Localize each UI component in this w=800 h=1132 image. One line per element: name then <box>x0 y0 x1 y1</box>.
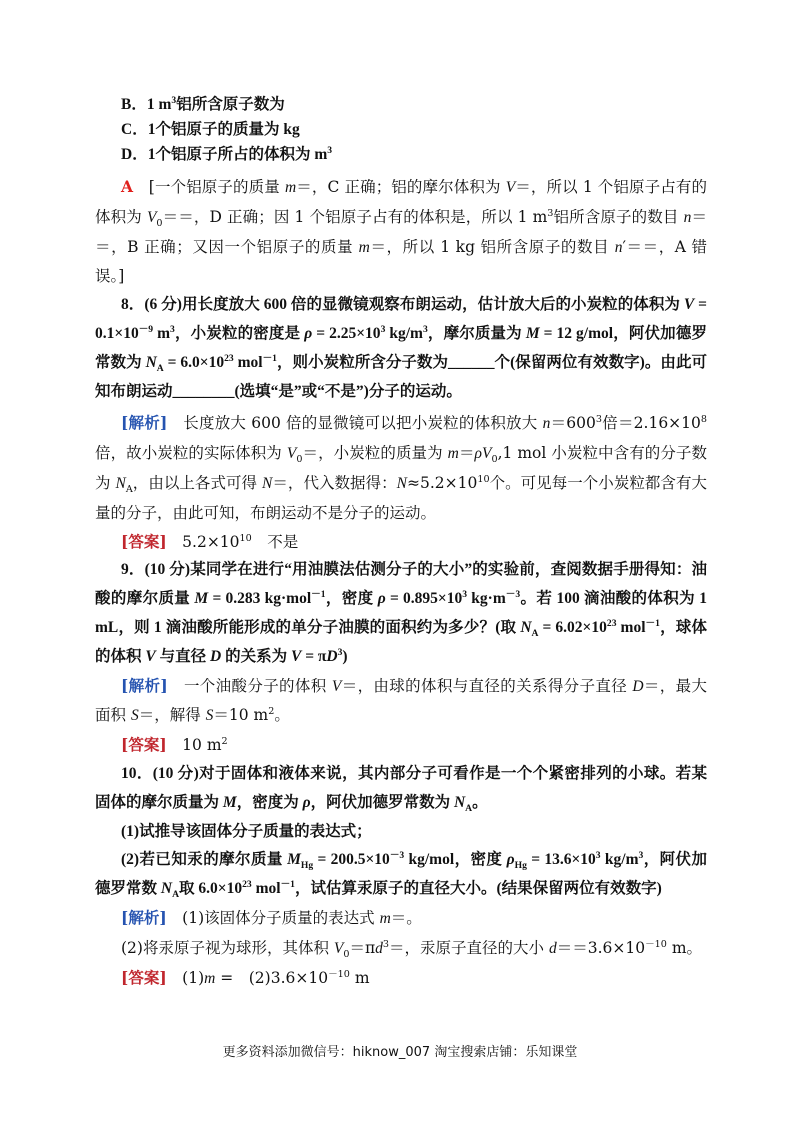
superscript: 3 <box>422 323 428 335</box>
math-variable: ρ <box>302 793 311 811</box>
math-variable: N <box>396 474 407 492</box>
math-variable: d <box>375 939 383 957</box>
math-variable: N <box>262 474 273 492</box>
question-10-answer <box>95 964 707 994</box>
text-run: = 13.6×10 <box>526 851 596 869</box>
math-variable: ρ <box>506 851 515 869</box>
text-run: ＝，所以 1 kg 铝所含原子的数目 <box>369 237 615 256</box>
text-run: ＝。 <box>390 908 422 927</box>
question-10-part-1 <box>95 818 707 847</box>
question-9-answer <box>95 731 707 760</box>
text-run: kg/m <box>600 851 639 869</box>
subscript: A <box>531 628 539 640</box>
math-variable: S <box>205 707 214 725</box>
text-run: D．1个铝原子所占的体积为 m <box>121 146 328 163</box>
superscript: 3 <box>170 323 175 335</box>
superscript: －1 <box>280 878 295 890</box>
question-7-option-c <box>95 117 707 142</box>
text-run: ＝，所以 1 个铝原子占有的体积为 <box>95 178 707 226</box>
superscript: 3 <box>595 414 603 426</box>
text-run: 与直径 <box>155 647 210 665</box>
text-run: (1) <box>166 968 205 987</box>
text-run: 。 <box>274 706 290 725</box>
text-run: [一个铝原子的质量 <box>133 178 285 196</box>
math-variable: N <box>145 353 157 371</box>
question-8-answer <box>95 528 707 557</box>
math-variable: m <box>204 969 216 987</box>
text-run: = (2)3.6×10 <box>215 968 329 987</box>
text-run: ＝＝，D 正确；因 1 个铝原子占有的体积是，所以 1 m <box>162 207 548 226</box>
text-run: ＝π <box>349 938 376 957</box>
superscript: 8 <box>700 414 707 426</box>
text-run: ,1 mol 小炭粒中含有的分子数为 <box>95 444 707 492</box>
text-run: ，球体的体积 <box>95 618 707 665</box>
question-8-analysis <box>95 409 707 527</box>
superscript: 10 <box>477 473 490 485</box>
text-run: = π <box>301 647 327 665</box>
superscript: －3 <box>505 589 521 600</box>
superscript: 23 <box>224 352 234 364</box>
superscript: 3 <box>638 850 644 862</box>
text-run: ，则小炭粒所含分子数为______个(保留两位有效数字)。由此可知布朗运动________(选填“是”或“不是”)分子的运动。 <box>95 353 707 400</box>
subscript: A <box>172 889 180 901</box>
math-variable: D <box>326 647 338 665</box>
text-run: 9．(10 分)某同学在进行“用油膜法估测分子的大小”的实验前，查阅数据手册得知：油酸的摩尔质量 <box>95 561 707 608</box>
text-run: ，由以上各式可得 <box>132 473 263 492</box>
text-run: 不是 <box>251 532 299 551</box>
question-9-analysis <box>95 672 707 732</box>
superscript: 23 <box>606 617 617 629</box>
superscript: －1 <box>645 617 660 629</box>
text-run: 铝所含原子的数目 <box>553 207 684 226</box>
text-run: ＝ <box>458 444 475 463</box>
math-variable: V <box>290 647 302 665</box>
text-run: 。 <box>472 793 488 811</box>
text-run: ) <box>342 647 348 665</box>
math-variable: M <box>194 590 209 608</box>
text-run: ，摩尔质量为 <box>427 324 526 342</box>
text-run: ＝，小炭粒的质量为 <box>302 444 448 463</box>
math-variable: n <box>614 238 623 256</box>
math-variable: S <box>130 707 139 725</box>
text-run: 铝所含原子数为 <box>176 96 285 113</box>
text-run: kg·m <box>467 590 506 608</box>
text-run: ，试估算汞原子的直径大小。(结果保留两位有效数字) <box>294 880 662 898</box>
text-run: mol <box>233 353 263 371</box>
subscript: 0 <box>156 217 163 229</box>
text-run: 10 m <box>166 736 222 755</box>
text-run: = 200.5×10 <box>313 851 390 869</box>
text-run: ＝＝3.6×10 <box>556 938 646 957</box>
math-variable: m <box>447 445 459 463</box>
text-run: m <box>349 968 370 987</box>
math-variable: N <box>453 793 466 811</box>
text-run: 一个油酸分子的体积 <box>167 676 332 695</box>
text-run: kg/m <box>385 324 423 342</box>
text-run: ＝，由球的体积与直径的关系得分子直径 <box>341 676 633 695</box>
text-run: (2)若已知汞的摩尔质量 <box>121 851 288 869</box>
text-run: ，阿伏加德罗常数 <box>95 851 707 898</box>
superscript: －1 <box>262 352 277 364</box>
math-variable: m <box>379 909 391 927</box>
math-variable: N <box>160 880 173 898</box>
question-7-option-d <box>95 142 707 167</box>
text-run: m。 <box>666 938 703 957</box>
text-run: ＝，最大面积 <box>95 676 707 725</box>
text-run: (1)试推导该固体分子质量的表达式； <box>121 822 372 840</box>
text-run: B．1 m <box>121 96 172 113</box>
question-7-solution <box>95 173 707 291</box>
question-8-text <box>95 291 707 406</box>
text-run: (1)该固体分子质量的表达式 <box>166 908 380 927</box>
text-run: = 0.895×10 <box>385 590 463 608</box>
subscript: 0 <box>296 454 303 466</box>
text-run: C．1个铝原子的质量为 kg <box>121 121 300 138</box>
answer-choice-label: A <box>121 177 134 196</box>
superscript: 2 <box>268 706 275 718</box>
math-variable: m <box>284 179 297 196</box>
math-variable: ρ <box>377 590 386 608</box>
superscript: 10 <box>239 532 252 544</box>
math-variable: V <box>333 939 344 957</box>
analysis-label: [解析] <box>121 675 168 695</box>
superscript: 3 <box>327 144 333 156</box>
text-run: 的关系为 <box>221 647 291 665</box>
subscript: 0 <box>343 948 350 960</box>
text-run: = 2.25×10 <box>312 324 381 342</box>
text-run: ＝，汞原子直径的大小 <box>389 938 549 957</box>
math-variable: n <box>542 415 551 433</box>
text-run: ＝10 m <box>213 706 269 725</box>
text-run: = 6.02×10 <box>538 618 607 636</box>
superscript: －3 <box>389 850 405 862</box>
superscript: －10 <box>645 938 667 950</box>
math-variable: M <box>222 793 237 811</box>
math-variable: N <box>115 474 126 492</box>
answer-label: [答案] <box>121 967 167 987</box>
analysis-label: [解析] <box>121 413 168 433</box>
text-run: 倍＝2.16×10 <box>602 414 701 433</box>
subscript: A <box>465 802 473 814</box>
superscript: －10 <box>328 968 350 980</box>
answer-label: [答案] <box>121 735 167 755</box>
math-variable: V <box>505 179 516 196</box>
text-run: ＝，解得 <box>138 706 206 725</box>
text-run: (2)将汞原子视为球形，其体积 <box>121 938 334 957</box>
text-run: 10．(10 分)对于固体和液体来说，其内部分子可看作是一个个紧密排列的小球。若某固体的摩尔质量为 <box>95 764 707 811</box>
document-body <box>95 92 707 993</box>
math-variable: D <box>632 677 644 695</box>
superscript: －9 <box>138 323 154 335</box>
page-footer: 更多资料添加微信号：hiknow_007 淘宝搜索店铺：乐知课堂 <box>222 1045 578 1060</box>
text-run: = 6.0×10 <box>163 353 225 371</box>
answer-label: [答案] <box>121 531 167 551</box>
subscript: Hg <box>300 860 314 872</box>
text-run: kg/mol，密度 <box>404 851 507 869</box>
text-run: mol <box>616 618 646 636</box>
text-run: 8．(6 分)用长度放大 600 倍的显微镜观察布朗运动，估计放大后的小炭粒的体积为 <box>121 296 684 314</box>
text-run: ＝，C 正确；铝的摩尔体积为 <box>296 178 506 196</box>
math-variable: V <box>331 677 342 695</box>
text-run: = 0.283 kg·mol <box>208 590 312 608</box>
text-run: 5.2×10 <box>166 532 240 551</box>
subscript: Hg <box>514 860 527 872</box>
text-run: 取 6.0×10 <box>179 880 243 898</box>
question-10-text <box>95 760 707 818</box>
text-run: ，密度为 <box>236 793 303 811</box>
text-run: 长度放大 600 倍的显微镜可以把小炭粒的体积放大 <box>167 414 543 433</box>
math-variable: ρV <box>474 445 492 463</box>
question-9-text <box>95 556 707 671</box>
math-variable: M <box>525 324 540 342</box>
superscript: 3 <box>462 589 468 600</box>
text-run: 倍，故小炭粒的实际体积为 <box>95 444 287 463</box>
text-run: m <box>153 324 171 342</box>
question-7-option-b <box>95 92 707 117</box>
text-run: = 12 g/mol，阿伏加德罗常数为 <box>95 324 707 371</box>
superscript: 3 <box>382 938 390 950</box>
text-run: ＝＝，B 正确；又因一个铝原子的质量 <box>95 207 707 256</box>
math-variable: V <box>683 296 695 314</box>
math-variable: d <box>548 939 557 957</box>
superscript: 3 <box>337 646 343 658</box>
question-10-analysis-2 <box>95 934 707 964</box>
superscript: 3 <box>380 323 386 335</box>
math-variable: n <box>683 208 692 226</box>
superscript: 3 <box>547 207 554 219</box>
text-run: ，密度 <box>325 590 378 608</box>
text-run: 。若 100 滴油酸的体积为 1 mL，则 1 滴油酸所能形成的单分子油膜的面积约为多少？(取 <box>95 590 707 636</box>
superscript: 2 <box>221 735 228 747</box>
subscript: A <box>125 484 133 496</box>
math-variable: V <box>145 647 156 665</box>
math-variable: ρ <box>304 324 313 342</box>
math-variable: m <box>358 238 370 256</box>
math-variable: V <box>146 208 157 226</box>
text-run: ，阿伏加德罗常数为 <box>310 793 454 811</box>
superscript: 23 <box>242 878 252 890</box>
text-run: = 0.1×10 <box>95 296 707 342</box>
text-run: ′＝＝，A 错误。] <box>95 237 707 286</box>
math-variable: V <box>286 445 297 463</box>
math-variable: D <box>210 647 222 665</box>
text-run: ≈5.2×10 <box>406 473 478 492</box>
question-10-analysis-1 <box>95 904 707 934</box>
text-run: ＝，代入数据得： <box>272 473 397 492</box>
question-10-part-2 <box>95 846 707 904</box>
analysis-label: [解析] <box>121 907 167 927</box>
superscript: －1 <box>311 589 326 600</box>
subscript: A <box>156 362 164 374</box>
text-run: ，小炭粒的密度是 <box>174 324 305 342</box>
math-variable: M <box>287 851 301 869</box>
text-run: ＝600 <box>550 414 596 433</box>
text-run: 个。可见每一个小炭粒都含有大量的分子，由此可知，布朗运动不是分子的运动。 <box>95 473 707 522</box>
superscript: 3 <box>171 94 177 106</box>
superscript: 3 <box>595 850 601 862</box>
subscript: 0 <box>491 454 498 466</box>
math-variable: N <box>520 618 532 636</box>
text-run: mol <box>251 880 281 898</box>
